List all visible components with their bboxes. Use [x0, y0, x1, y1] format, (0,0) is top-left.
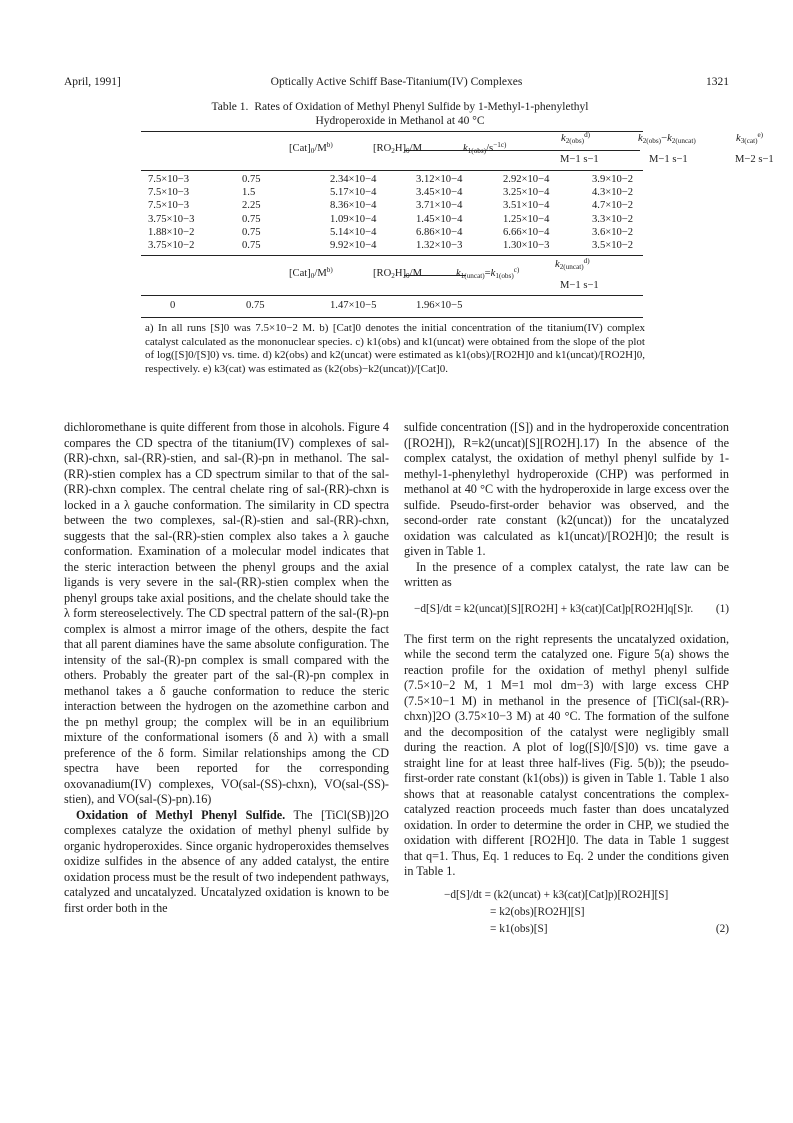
table-cell-k1-obs: 5.14×10−4 [330, 226, 377, 238]
table-cell-k3-cat: 3.3×10−2 [592, 213, 634, 225]
unit-k2: M−1 s−1 [560, 154, 599, 165]
table-cell-k2-obs: 3.45×10−4 [416, 187, 463, 199]
equation-2b: = k2(obs)[RO2H][S] [490, 905, 585, 918]
table-cell-cat-conc: 3.75×10−3 [148, 213, 195, 225]
equation-2c: = k1(obs)[S] [490, 922, 548, 935]
table-top-rule [141, 131, 643, 132]
paragraph-oxidation-text: The [TiCl(SB)]2O complexes catalyze the oxidation of methyl phenyl sulfide by organic hydroperoxides. Since organic hydroperoxides themselves oxidize sulfides in the absence of any added catalyst, the entire oxidation process must be the result of two independent pathways, catalyzed and uncatalyzed. Uncatalyzed oxidation is known to be first order both in the [64, 807, 389, 915]
table-cell-ro2h-conc: 0.75 [242, 226, 261, 238]
table-cell-cat-conc: 7.5×10−3 [148, 200, 190, 212]
table-cell-ro2h-conc: 0.75 [242, 240, 261, 251]
table-cell-ro2h-conc: 1.5 [242, 187, 256, 199]
table-cell-k2-obs: 6.86×10−4 [416, 226, 463, 238]
table-cell-k3-cat: 3.9×10−2 [592, 174, 634, 185]
col2-header-cat: $[Cat]_0/M^{b)}$ [289, 266, 333, 280]
col-header-ro2h: $[RO_2H]_0/M$ [373, 143, 422, 155]
col-header-k2: $k_{2(obs)}^{d)}$ [561, 131, 591, 145]
table-cell-k2-diff: 1.30×10−3 [503, 240, 550, 251]
paragraph-cd-spectra: dichloromethane is quite different from those in alcohols. Figure 4 compares the CD spectra of the titanium(IV) complexes of sal-(RR)-chxn, sal-(RR)-stien, and sal-(R)-pn in methanol. The sal-(RR)-stien complex has a CD spectrum similar to that of the sal-(RR)-chxn complex. The central chelate ring of sal-(RR)-chxn is locked in a λ gauche conformation. The similarity in CD spectra between the two complexes, sal-(R)-stien and sal-(RR)-chxn, suggests that the sal-(RR)-stien complex also takes a λ gauche conformation. Examination of a molecular model indicates that the steric interaction between the phenyl groups and the axial ligands is very severe in the sal-(RR)-stien complex when the phenyl groups take axial positions, and the chelate should take the λ form stereoselectively. The CD spectral pattern of the sal-(R)-pn complex is almost a mirror image of the others, despite the fact that all parent diamines have the same absolute configuration. The intensity of the sal-(R)-pn complex is small compared with the others. Probably the greater part of the sal-(R)-pn complex in methanol takes a δ gauche conformation to reduce the steric interaction between the hydrogen on the azomethine carbon and the pn methyl group; the complex will be in an equilibrium mixture of the conformational isomers (δ and λ) with a small preference of the δ form. Similar relationships among the CD spectra have been reported for the corresponding oxovanadium(IV) complexes, VO(sal-(SS)-chxn), VO(sal-(SS)-stien), and VO(sal-(S)-pn).16) [64, 420, 389, 806]
right-column [404, 420, 729, 939]
table-header-rule [141, 170, 643, 171]
table-cell-ro2h-conc: 2.25 [242, 200, 261, 212]
equation-2-line-1 [404, 888, 729, 905]
table-title-line2: Hydroperoxide in Methanol at 40 °C [315, 115, 485, 127]
table-label: Table 1. [211, 101, 249, 113]
left-column [64, 420, 389, 916]
equation-1-number: (1) [715, 602, 729, 615]
table-cell-k1-obs: 8.36×10−4 [330, 200, 377, 212]
col2-header-k1: $k_{1(uncat)}=k_{1(obs)}^{c)}$ [456, 266, 520, 280]
equation-1-text: −d[S]/dt = k2(uncat)[S][RO2H] + k3(cat)[Cat]p[RO2H]q[S]r. [414, 602, 694, 615]
col-header-k2diff: $k_{2(obs)}-k_{2(uncat)}$ [638, 133, 696, 145]
unit-k2diff: M−1 s−1 [649, 154, 688, 165]
table-cell-k3-cat: 4.3×10−2 [592, 187, 634, 199]
table-cell-k3-cat: 3.6×10−2 [592, 226, 634, 238]
running-header [64, 76, 729, 92]
header-title: Optically Active Schiff Base-Titanium(IV) Complexes [270, 76, 523, 88]
table-cell-k1-obs: 2.34×10−4 [330, 174, 377, 185]
table2-cell-k2-obs: 1.96×10−5 [416, 300, 463, 311]
table-cell-k2-obs: 3.71×10−4 [416, 200, 463, 212]
table-cell-k2-diff: 2.92×10−4 [503, 174, 550, 185]
col-header-k1: $k_{1(obs)}/s^{-1c)}$ [463, 141, 507, 155]
paragraph-rate-law: In the presence of a complex catalyst, the rate law can be written as [404, 559, 729, 589]
col2-header-ro2h: $[RO_2H]_0/M$ [373, 268, 422, 280]
header-page-number: 1321 [706, 76, 729, 88]
section-heading: Oxidation of Methyl Phenyl Sulfide. [76, 807, 286, 822]
table-cell-cat-conc: 3.75×10−2 [148, 240, 195, 251]
table2-cell-cat-conc: 0 [170, 300, 176, 311]
col-header-k3: $k_{3(cat)}^{e)}$ [736, 131, 764, 145]
table-cell-ro2h-conc: 0.75 [242, 213, 261, 225]
table-caption [120, 100, 680, 128]
header-unit-rule [404, 150, 640, 151]
table-bottom-rule [141, 317, 643, 318]
table-cell-k2-diff: 1.25×10−4 [503, 213, 550, 225]
header-date: April, 1991] [64, 76, 121, 88]
table2-cell-k1-obs: 1.47×10−5 [330, 300, 377, 311]
table-header2-rule [141, 295, 643, 296]
table-cell-k2-obs: 3.12×10−4 [416, 174, 463, 185]
paragraph-uncatalyzed: sulfide concentration ([S]) and in the hydroperoxide concentration ([RO2H]), R=k2(uncat)[S][RO2H].17) In the absence of the complex catalyst, the oxidation of methyl phenyl sulfide by 1-methyl-1-phenylethyl hydroperoxide (CHP) was performed in methanol at 40 °C with the hydroperoxide in large excess over the sulfide. Pseudo-first-order behavior was observed, and the second-order rate constant (k2(uncat)) for the uncatalyzed oxidation was calculated as k1(uncat)/[RO2H]0; the result is given in Table 1. [404, 420, 729, 558]
table-cell-cat-conc: 1.88×10−2 [148, 226, 195, 238]
table-title: Rates of Oxidation of Methyl Phenyl Sulfide by 1-Methyl-1-phenylethyl [254, 101, 589, 113]
table-footnotes: a) In all runs [S]0 was 7.5×10−2 M. b) [Cat]0 denotes the initial concentration of the titanium(IV) complex catalyst calculated as the mononuclear species. c) k1(obs) and k1(uncat) were obtained from the slope of the plot of log([S]0/[S]0) vs. time. d) k2(obs) and k2(uncat) were estimated as k1(obs)/[RO2H]0 and k1(uncat)/[RO2H]0, respectively. e) k3(cat) was estimated as (k2(obs)−k2(uncat))/[Cat]0. [145, 322, 645, 375]
table-cell-k2-obs: 1.32×10−3 [416, 240, 463, 251]
table-cell-k2-diff: 3.51×10−4 [503, 200, 550, 212]
table-cell-k1-obs: 5.17×10−4 [330, 187, 377, 199]
table-cell-ro2h-conc: 0.75 [242, 174, 261, 185]
equation-2-line-3 [404, 922, 729, 939]
table2-cell-ro2h-conc: 0.75 [246, 300, 265, 311]
table-cell-k3-cat: 3.5×10−2 [592, 240, 634, 251]
table-cell-k1-obs: 1.09×10−4 [330, 213, 377, 225]
equation-1 [404, 602, 729, 619]
paragraph-reaction-profile: The first term on the right represents the uncatalyzed oxidation, while the second term the catalyzed one. Figure 5(a) shows the reaction profile for the oxidation of methyl phenyl sulfide (7.5×10−2 M, 1 M=1 mol dm−3) with large excess CHP (7.5×10−1 M) in methanol in the presence of [TiCl(sal-(RR)-chxn)]2O (3.75×10−3 M) at 40 °C. The formation of the sulfone and the decomposition of the catalyst were negligibly small during the reaction. A plot of log([S]0/[S]0) vs. time gave a straight line for at least three half-lives (Fig. 5(b)); the pseudo-first-order rate constant (k1(obs)) is given in Table 1. Table 1 also shows that at reasonable catalyst concentrations the complex-catalyzed reaction proceeds much faster than does uncatalyzed oxidation. In order to determine the order in CHP, we studied the oxidation with different [RO2H]0. The data in Table 1 suggest that q=1. Thus, Eq. 1 reduces to Eq. 2 under the conditions given in Table 1. [404, 631, 729, 878]
unit-k3: M−2 s−1 [735, 154, 774, 165]
table-cell-k3-cat: 4.7×10−2 [592, 200, 634, 212]
table-cell-k1-obs: 9.92×10−4 [330, 240, 377, 251]
equation-2-number: (2) [715, 922, 729, 935]
table-cell-k2-obs: 1.45×10−4 [416, 213, 463, 225]
table-cell-k2-diff: 3.25×10−4 [503, 187, 550, 199]
table-cell-k2-diff: 6.66×10−4 [503, 226, 550, 238]
equation-2a: −d[S]/dt = (k2(uncat) + k3(cat)[Cat]p)[RO2H][S] [444, 888, 669, 901]
table-section-rule [141, 255, 643, 256]
table-cell-cat-conc: 7.5×10−3 [148, 174, 190, 185]
unit2-k2: M−1 s−1 [560, 280, 599, 291]
col-header-cat: $[Cat]_0/M^{b)}$ [289, 141, 333, 155]
equation-2-line-2 [404, 905, 729, 922]
table-cell-cat-conc: 7.5×10−3 [148, 187, 190, 199]
paragraph-oxidation [64, 808, 389, 917]
col2-header-k2: $k_{2(uncat)}^{d)}$ [555, 257, 590, 271]
